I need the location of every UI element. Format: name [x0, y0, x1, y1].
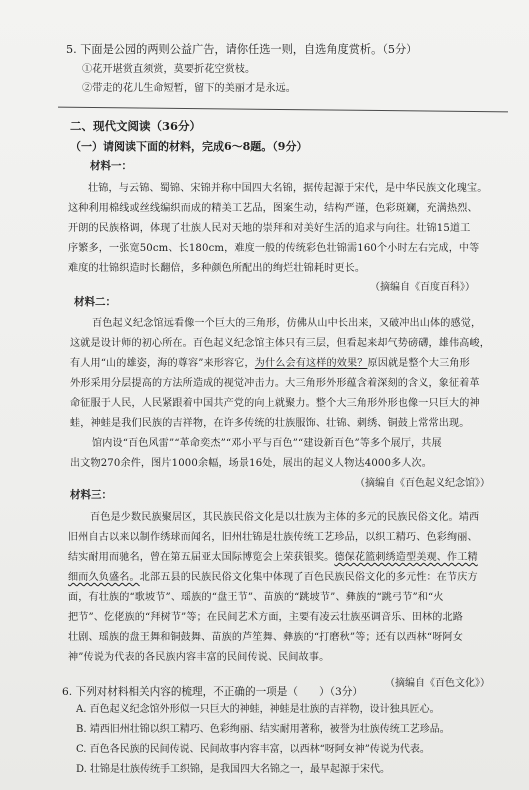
material-3-text: 北部五县的民族民俗文化集中体现了百色民族民俗文化的多元性：在节庆方 — [139, 572, 478, 583]
q5-option-1: ①花开堪赏直须赏，莫要折花空赏枝。 — [82, 64, 256, 75]
material-2-line: 外形采用分层提高的方法所造成的视觉冲击力。大三角形外形蕴含着深刻的含义，象征着革 — [70, 378, 480, 389]
q6-prompt: 6. 下列对材料相关内容的梳理，不正确的一项是（ ）（3分） — [62, 686, 363, 698]
material-2-line: 蛙，神蛙是我们民族的吉祥物，在许多传统的壮族服饰、壮锦、刺绣、铜鼓上常常出现。 — [70, 418, 470, 429]
section-subtitle: （一）请阅读下面的材料，完成6～8题。（9分） — [70, 140, 308, 153]
material-3-line: 面，有壮族的“歌坡节”、瑶族的“盘王节”、苗族的“跳坡节”、彝族的“跳弓节”和“火 — [68, 592, 444, 603]
material-3-line: 神”传说为代表的各民族内容丰富的民间传说、民间故事。 — [68, 652, 330, 663]
underlined-question: 为什么会有这样的效果？ — [254, 358, 368, 369]
q5-prompt: 5. 下面是公园的两则公益广告，请你任选一则，自选角度赏析。（5分） — [66, 43, 418, 56]
material-1-source: （摘编自《百度百科》） — [370, 282, 475, 293]
q5-option-2: ②带走的花儿生命短暂，留下的美丽才是永远。 — [82, 83, 296, 94]
material-1-line: 壮锦，与云锦、蜀锦、宋锦并称中国四大名锦，据传起源于宋代，是中华民族文化瑰宝。 — [88, 183, 488, 194]
material-2-line: 命征服于人民，人民紧跟着中国共产党的向上就聚力。整个大三角形外形也像一只巨大的神 — [70, 398, 480, 409]
material-1-label: 材料一： — [90, 160, 132, 172]
material-3-line: 百色是少数民族聚居区，其民族民俗文化是以壮族为主体的多元的民族民俗文化。靖西 — [90, 512, 480, 523]
material-3-line: 旧州自古以来以制作绣球而闻名，旧州壮锦是壮族传统工艺珍品，以织工精巧、色彩绚丽、 — [68, 532, 478, 543]
material-3-line — [68, 572, 478, 584]
material-2-text: 原因就是整个大三角形 — [367, 358, 470, 369]
material-2-line — [70, 358, 470, 370]
material-2-line: 这就是设计师的初心所在。百色起义纪念馆主体只有三层，但看起来却气势磅礴，雄伟高峻， — [70, 338, 490, 349]
material-2-text: 有人用“山的雄姿，海的尊容”来形容它， — [70, 358, 255, 369]
material-1-line: 这种利用棉线或丝线编织而成的精美工艺品，图案生动，结构严谨，色彩斑斓，充满热烈、 — [68, 203, 478, 214]
material-1-line: 序繁多，一张宽50cm、长180cm，难度一般的传统彩色壮锦需160个小时左右完成，中等 — [68, 243, 480, 254]
q6-option-c: C. 百色各民族的民间传说、民间故事内容丰富，以西林“呀阿女神”传说为代表。 — [76, 744, 430, 755]
q6-option-a: A. 百色起义纪念馆外形似一只巨大的神蛙，神蛙是壮族的吉祥物，设计独具匠心。 — [76, 704, 440, 715]
material-3-source: （摘编自《百色文化》） — [385, 678, 490, 689]
q6-option-d: D. 壮锦是壮族传统手工织锦，是我国四大名锦之一，最早起源于宋代。 — [76, 764, 391, 775]
q6-option-b: B. 靖西旧州壮锦以织工精巧、色彩绚丽、结实耐用著称，被誉为壮族传统工艺珍品。 — [76, 724, 450, 735]
wavy-underlined-text: 德保花篮刺绣造型美观、作工精 — [334, 552, 478, 563]
material-1-line: 难度的壮锦织造时长翻倍，多种颜色所配出的绚烂壮锦耗时更长。 — [68, 263, 366, 274]
section-divider — [58, 107, 508, 113]
material-2-label: 材料二： — [74, 296, 116, 308]
material-3-line: 把节”、仡佬族的“拜树节”等；在民间艺术方面，主要有凌云壮族巫调音乐、田林的北路 — [68, 612, 463, 623]
material-3-line — [68, 552, 478, 564]
material-3-text: 结实耐用而驰名，曾在第五届亚太国际博览会上荣获银奖。 — [68, 552, 335, 563]
section-title: 二、现代文阅读（36分） — [70, 119, 202, 133]
material-1-line: 开朗的民族格调，体现了壮族人民对天地的崇拜和对美好生活的追求与向往。壮锦15道工 — [68, 223, 471, 234]
material-3-label: 材料三： — [70, 489, 112, 501]
material-2-line: 出文物270余件，图片1000余幅，场景16处，展出的起义人物达4000多人次。 — [70, 458, 433, 469]
material-2-line: 馆内设“百色风雷”“革命奕杰”“邓小平与百色”“建设新百色”等多个展厅，共展 — [92, 438, 442, 449]
material-2-line: 百色起义纪念馆远看像一个巨大的三角形，仿佛从山中长出来，又破冲出山体的感觉， — [92, 318, 482, 329]
wavy-underlined-text: 细而久负盛名。 — [68, 572, 140, 583]
material-2-source: （摘编自《百色起义纪念馆》） — [355, 478, 490, 489]
material-3-line: 壮剧、瑶族的盘王舞和铜鼓舞、苗族的芦笙舞、彝族的“打磨秋”等；还有以西林“呀阿女 — [68, 632, 463, 643]
